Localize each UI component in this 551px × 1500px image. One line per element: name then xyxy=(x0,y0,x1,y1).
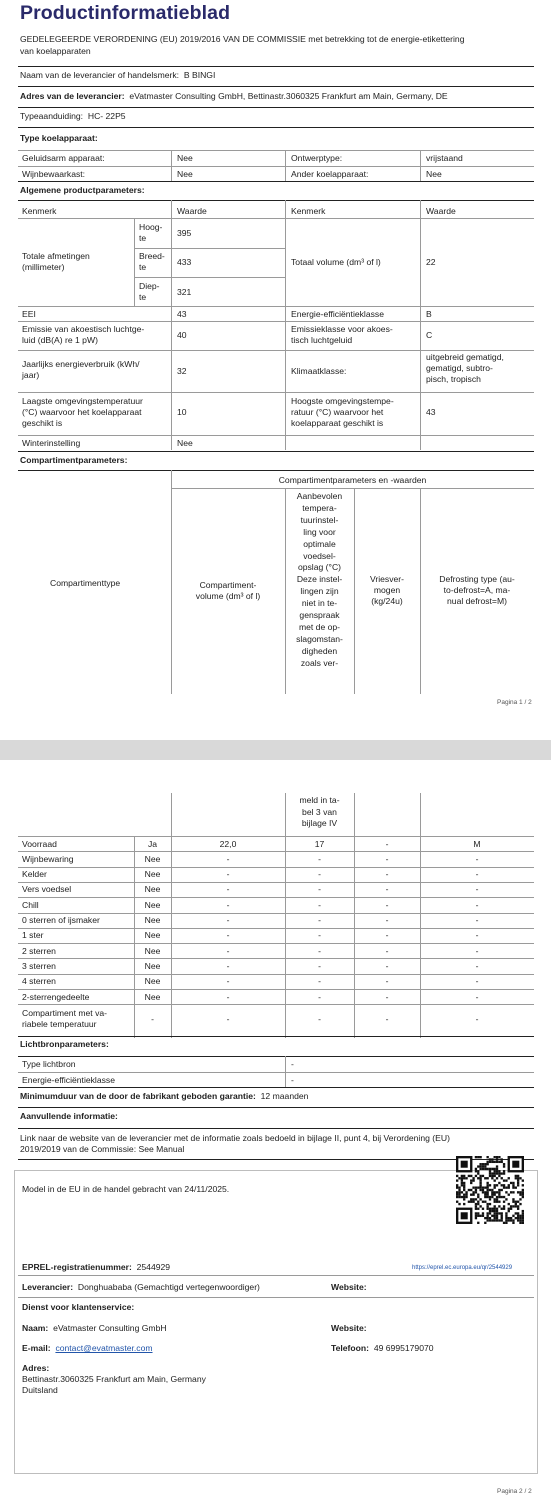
winter-setting-label: Winterinstelling xyxy=(22,438,81,448)
additional-section-heading: Aanvullende informatie: xyxy=(20,1111,118,1121)
service-name-value: eVatmaster Consulting GmbH xyxy=(53,1323,167,1333)
cell-name: 2 sterren xyxy=(22,945,56,956)
recommended-temp-header xyxy=(285,491,354,670)
service-section-heading: Dienst voor klantenservice: xyxy=(22,1302,135,1312)
cell-defrost: - xyxy=(475,853,479,864)
model-value: HC- 22P5 xyxy=(87,111,126,121)
supplier-value: Donghuababa (Gemachtigd vertegenwoordiger) xyxy=(77,1282,260,1292)
type-section-heading: Type koelapparaat: xyxy=(20,133,98,143)
eei-value: 43 xyxy=(177,309,187,319)
cell-freeze: - xyxy=(385,884,389,895)
col-value-1: Waarde xyxy=(177,206,207,216)
noise-class-value: C xyxy=(426,330,433,340)
supplier-name-label: Naam van de leverancier of handelsmerk: B BINGI xyxy=(20,70,216,80)
energy-class-label: Energie-efficiëntieklasse xyxy=(291,309,384,319)
low-noise-value: Nee xyxy=(177,153,193,163)
recommended-temp-line: niet in te- xyxy=(301,598,338,609)
total-volume-value: 22 xyxy=(426,257,436,267)
design-type-label: Ontwerptype: xyxy=(291,153,343,163)
cell-freeze: - xyxy=(385,838,389,849)
cell-variable: - xyxy=(226,1014,230,1025)
cell-name: Vers voedsel xyxy=(22,884,72,895)
cell-volume: - xyxy=(226,884,230,895)
recommended-temp-line: optimale xyxy=(303,538,336,549)
cell-temp: - xyxy=(318,991,321,1002)
cell-volume: - xyxy=(226,976,230,987)
depth-label: Diep- te xyxy=(139,281,160,302)
col-characteristic-1: Kenmerk xyxy=(22,206,57,216)
variable-temp-label: Compartiment met va- riabele temperatuur xyxy=(22,1008,108,1030)
cell-temp: - xyxy=(318,960,321,971)
recommended-temp-line: meld in ta- xyxy=(299,795,340,805)
cell-present: Ja xyxy=(147,838,158,849)
phone: Telefoon: 49 6995179070 xyxy=(331,1343,434,1353)
page-2 xyxy=(0,760,551,1500)
cell-temp: - xyxy=(318,976,321,987)
recommended-temp-line: tuurinstel- xyxy=(300,514,339,525)
light-class-value: - xyxy=(291,1075,294,1085)
cell-name: 2-sterrengedeelte xyxy=(22,991,90,1002)
general-section-heading: Algemene productparameters: xyxy=(20,185,145,195)
cell-temp: - xyxy=(318,930,321,941)
cell-name: 0 sterren of ijsmaker xyxy=(22,915,100,925)
cell-present: Nee xyxy=(144,991,161,1002)
recommended-temp-line: Aanbevolen xyxy=(296,491,343,501)
eprel-label: EPREL-registratienummer: 2544929 xyxy=(22,1262,171,1272)
cell-present: Nee xyxy=(144,915,161,925)
page-1 xyxy=(0,0,551,740)
height-label: Hoog- te xyxy=(139,222,163,243)
min-temp-label: Laagste omgevingstemperatuur (°C) waarvoor het koelapparaat geschikt is xyxy=(22,396,143,428)
cell-temp: - xyxy=(318,915,321,925)
cell-name: Voorraad xyxy=(22,838,57,849)
eprel-value: 2544929 xyxy=(136,1262,171,1272)
wine-cabinet-value: Nee xyxy=(177,169,193,179)
cell-volume: 22,0 xyxy=(219,838,237,849)
cell-defrost: - xyxy=(475,899,479,910)
cell-freeze: - xyxy=(385,960,389,971)
cell-volume: - xyxy=(226,930,230,941)
website-label-1: Website: xyxy=(331,1282,367,1292)
cell-volume: - xyxy=(226,915,230,925)
cell-temp: - xyxy=(318,869,321,880)
email: E-mail: contact@evatmaster.com xyxy=(22,1343,153,1353)
light-type-label: Type lichtbron xyxy=(22,1059,76,1069)
annual-energy-value: 32 xyxy=(177,366,187,376)
cell-freeze: - xyxy=(385,976,389,987)
max-temp-label: Hoogste omgevingstempe- ratuur (°C) waarvoor het koelapparaat geschikt is xyxy=(291,396,394,428)
cell-volume: - xyxy=(226,853,230,864)
cell-present: Nee xyxy=(144,976,161,987)
model-label: Typeaanduiding: HC- 22P5 xyxy=(20,111,126,121)
total-volume-label: Totaal volume (dm³ of l) xyxy=(291,257,381,267)
light-type-value: - xyxy=(291,1059,294,1069)
light-class-label: Energie-efficiëntieklasse xyxy=(22,1075,115,1085)
cell-name: 1 ster xyxy=(22,930,44,941)
cell-variable: - xyxy=(318,1014,321,1025)
recommended-temp-line: ling voor xyxy=(303,526,336,537)
cell-temp: - xyxy=(318,853,321,864)
col-characteristic-2: Kenmerk xyxy=(291,206,326,216)
cell-freeze: - xyxy=(385,853,389,864)
cell-name: Wijnbewaring xyxy=(22,853,74,864)
recommended-temp-line: lingen zijn xyxy=(300,586,339,597)
service-name: Naam: eVatmaster Consulting GmbH xyxy=(22,1323,167,1333)
eei-label: EEI xyxy=(22,309,36,319)
email-link[interactable]: contact@evatmaster.com xyxy=(55,1343,153,1353)
cell-temp: - xyxy=(318,899,321,910)
other-appliance-label: Ander koelapparaat: xyxy=(291,169,369,179)
depth-value: 321 xyxy=(177,287,192,297)
cell-defrost: - xyxy=(475,915,479,925)
compartment-section-heading: Compartimentparameters: xyxy=(20,455,128,465)
cell-variable: - xyxy=(475,1014,479,1025)
cell-present: Nee xyxy=(144,945,161,956)
cell-present: Nee xyxy=(144,884,161,895)
other-appliance-value: Nee xyxy=(426,169,442,179)
cell-defrost: - xyxy=(475,991,479,1002)
cell-volume: - xyxy=(226,960,230,971)
cell-name: Kelder xyxy=(22,869,47,880)
cell-name: 4 sterren xyxy=(22,976,56,987)
cell-present: Nee xyxy=(144,853,161,864)
placed-on-market: Model in de EU in de handel gebracht van 24/11/2025. xyxy=(22,1184,230,1194)
recommended-temp-header-cont xyxy=(285,795,354,830)
cell-present: Nee xyxy=(144,899,161,910)
cell-present: Nee xyxy=(144,930,161,941)
max-temp-value: 43 xyxy=(426,407,436,417)
page-number-1: Pagina 1 / 2 xyxy=(497,699,532,706)
width-label: Breed- te xyxy=(139,251,165,272)
energy-class-value: B xyxy=(426,309,432,319)
website-label-2: Website: xyxy=(331,1323,367,1333)
recommended-temp-line: met de op- xyxy=(298,621,341,632)
cell-freeze: - xyxy=(385,869,389,880)
cell-temp: 17 xyxy=(314,838,325,849)
supplier-address-value: eVatmaster Consulting GmbH, Bettinastr.3060325 Frankfurt am Main, Germany, DE xyxy=(129,91,448,101)
eprel-url[interactable]: https://eprel.ec.europa.eu/qr/2544929 xyxy=(412,1265,513,1271)
guarantee-value: 12 maanden xyxy=(260,1091,309,1101)
guarantee-label: Minimumduur van de door de fabrikant geboden garantie: 12 maanden xyxy=(20,1091,309,1101)
compartment-params-header: Compartimentparameters en -waarden xyxy=(278,475,427,485)
cell-volume: - xyxy=(226,991,230,1002)
recommended-temp-line: tempera- xyxy=(302,502,337,513)
page-title: Productinformatieblad xyxy=(20,2,231,24)
width-value: 433 xyxy=(177,257,192,267)
additional-text: Link naar de website van de leverancier met de informatie zoals bedoeld in bijlage II, punt 4, bij Verordening (EU) 2019/2019 van de Commissie: See Manual xyxy=(20,1133,450,1154)
noise-class-label: Emissieklasse voor akoes- tisch luchtgeluid xyxy=(291,324,393,345)
cell-freeze: - xyxy=(385,991,389,1002)
cell-defrost: - xyxy=(475,976,479,987)
col-value-2: Waarde xyxy=(426,206,456,216)
annual-energy-label: Jaarlijks energieverbruik (kWh/ jaar) xyxy=(22,359,140,380)
winter-setting-value: Nee xyxy=(177,438,193,448)
cell-defrost: - xyxy=(475,945,479,956)
cell-volume: - xyxy=(226,945,230,956)
cell-freeze: - xyxy=(385,930,389,941)
recommended-temp-line: slagomstan- xyxy=(296,633,343,644)
noise-label: Emissie van akoestisch luchtge- luid (dB(A) re 1 pW) xyxy=(22,324,145,345)
cell-defrost: - xyxy=(475,960,479,971)
recommended-temp-line: bel 3 van xyxy=(302,806,337,817)
cell-present: Nee xyxy=(144,960,161,971)
cell-variable: - xyxy=(385,1014,389,1025)
min-temp-value: 10 xyxy=(177,407,187,417)
design-type-value: vrijstaand xyxy=(426,153,463,163)
cell-freeze: - xyxy=(385,915,389,925)
cell-defrost: - xyxy=(475,884,479,895)
recommended-temp-line: bijlage IV xyxy=(301,818,338,829)
cell-name: 3 sterren xyxy=(22,960,56,971)
cell-defrost: - xyxy=(475,930,479,941)
recommended-temp-line: voedsel- xyxy=(303,550,336,561)
recommended-temp-line: genspraak xyxy=(299,610,340,621)
regulation-line-1: GEDELEGEERDE VERORDENING (EU) 2019/2016 VAN DE COMMISSIE met betrekking tot de energie-etikettering xyxy=(20,34,465,44)
phone-value: 49 6995179070 xyxy=(373,1343,434,1353)
cell-temp: - xyxy=(318,884,321,895)
freezing-capacity-header: Vriesver- mogen (kg/24u) xyxy=(369,574,405,606)
light-section-heading: Lichtbronparameters: xyxy=(20,1039,109,1049)
qr-code-icon xyxy=(456,1156,524,1224)
recommended-temp-line: digheden xyxy=(301,645,338,656)
recommended-temp-line: Deze instel- xyxy=(296,574,343,585)
cell-volume: - xyxy=(226,899,230,910)
cell-freeze: - xyxy=(385,945,389,956)
climate-class-label: Klimaatklasse: xyxy=(291,366,347,376)
page-number-2: Pagina 2 / 2 xyxy=(497,1488,532,1495)
recommended-temp-line: opslag (°C) xyxy=(297,562,342,573)
cell-freeze: - xyxy=(385,899,389,910)
compartment-type-header: Compartimenttype xyxy=(50,578,121,588)
noise-value: 40 xyxy=(177,330,187,340)
supplier-address-label: Adres van de leverancier: eVatmaster Consulting GmbH, Bettinastr.3060325 Frankfurt am Main, Germany, DE xyxy=(20,91,448,101)
height-value: 395 xyxy=(177,228,192,238)
supplier-name-value: B BINGI xyxy=(183,70,216,80)
cell-volume: - xyxy=(226,869,230,880)
low-noise-label: Geluidsarm apparaat: xyxy=(22,153,105,163)
climate-class-value: uitgebreid gematigd, gematigd, subtro- pisch, tropisch xyxy=(426,352,504,384)
regulation-line-2: van koelapparaten xyxy=(20,46,91,56)
defrost-type-header: Defrosting type (au- to-defrost=A, ma- nual defrost=M) xyxy=(439,574,515,606)
cell-present: Nee xyxy=(144,869,161,880)
compartment-volume-header: Compartiment- volume (dm³ of l) xyxy=(195,580,261,601)
wine-cabinet-label: Wijnbewaarkast: xyxy=(22,169,86,179)
address: Adres: Bettinastr.3060325 Frankfurt am Main, Germany Duitsland xyxy=(22,1363,206,1395)
dimensions-label: Totale afmetingen (millimeter) xyxy=(22,251,90,272)
cell-temp: - xyxy=(318,945,321,956)
supplier-label: Leverancier: Donghuababa (Gemachtigd vertegenwoordiger) xyxy=(22,1282,260,1292)
cell-name: Chill xyxy=(22,899,39,910)
cell-variable: - xyxy=(151,1014,154,1025)
recommended-temp-line: zoals ver- xyxy=(300,657,339,668)
cell-defrost: - xyxy=(475,869,479,880)
cell-defrost: M xyxy=(473,838,481,849)
